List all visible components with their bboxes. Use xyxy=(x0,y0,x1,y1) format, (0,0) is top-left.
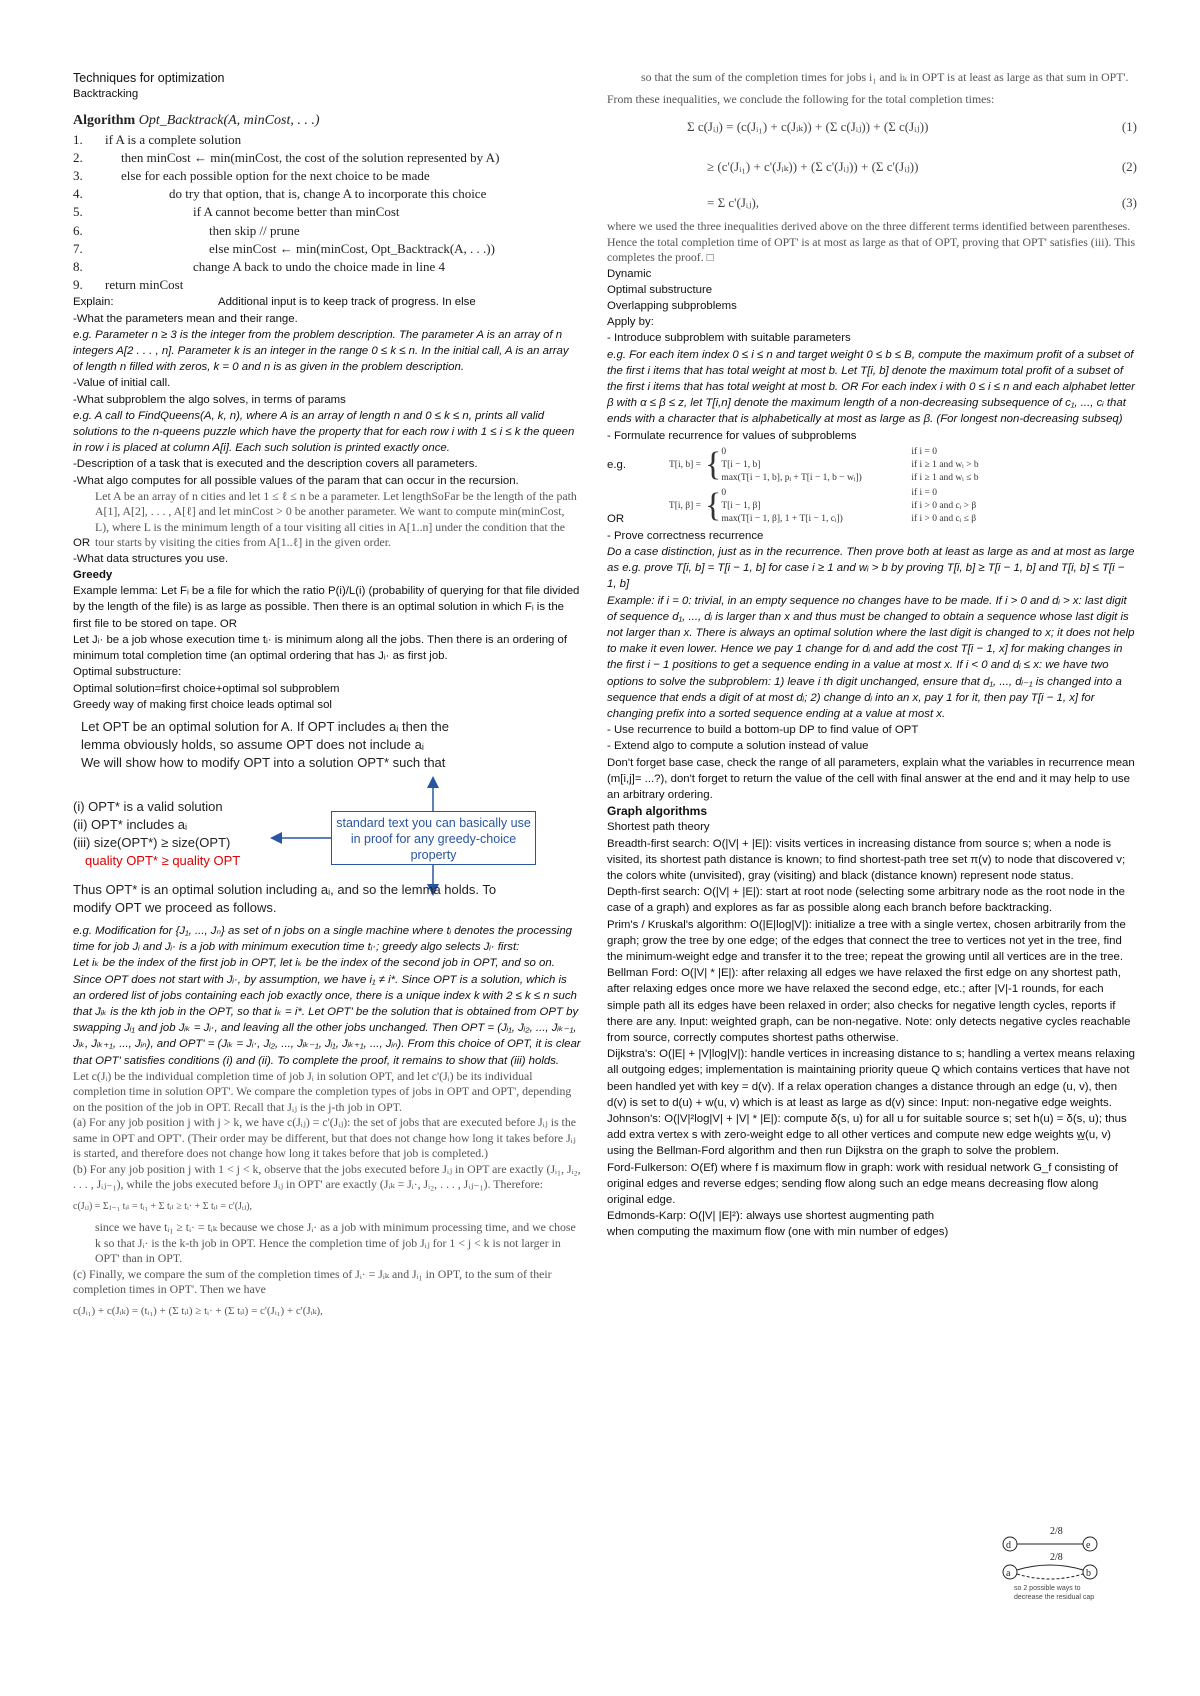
algorithm-line xyxy=(73,185,581,203)
recurrence-lhs: T[i, β] = xyxy=(668,500,701,511)
line-text: then minCost ← min(minCost, the cost of the solution represented by A) xyxy=(121,149,500,165)
text-line: Optimal solution=first choice+optimal sol subproblem xyxy=(73,682,340,695)
equation-c: c(Jᵢ₁) + c(Jᵢₖ) = (tᵢ₁) + (Σ tᵢₗ) ≥ tᵢ· + (Σ tᵢₗ) = c'(Jᵢ₁) + c'(Jᵢₖ), xyxy=(73,1304,323,1317)
equation: Σ c(Jᵢⱼ) = (c(Jᵢ₁) + c(Jᵢₖ)) + (Σ c(Jᵢⱼ)) + (Σ c(Jᵢⱼ)) xyxy=(687,118,929,134)
equation-number: (2) xyxy=(1121,158,1137,174)
text-line: Apply by: xyxy=(607,316,654,329)
text-line: -What subproblem the algo solves, in terms of params xyxy=(73,393,346,406)
line-text: else for each possible option for the next choice to be made xyxy=(121,168,430,184)
recurrence-case: max(T[i − 1, β], 1 + T[i − 1, cᵢ]) xyxy=(721,513,843,524)
flow-caption-2: decrease the residual cap xyxy=(1014,1594,1095,1601)
text-line: Optimal substructure: xyxy=(73,666,182,679)
algo-dfs: Depth-first search: O(|V| + |E|): start at root node (selecting some arbitrary node as the root node in the case of a graph) and explores as far as possible along each branch before backtracking. xyxy=(607,886,1126,915)
serif-paragraph: where we used the three inequalities derived above on the three different terms identified between parentheses. Hence the total completion time of OPT' is at most as large as that of OPT, proving that OPT' satisfies (iii). This completes the proof. □ xyxy=(607,219,1136,264)
or-label: OR xyxy=(607,512,625,525)
algo-bellman: Bellman Ford: O(|V| * |E|): after relaxing all edges we have relaxed the first edge on any shortest path, after relaxing edges once more we have relaxed the second edge, etc.; after |V|-1 rounds, for each simple path all its edges have been relaxed in order; also checks for negative length cycles, reports if there are any. Input: weighted graph, can be non-negative. Note: only detects negative cycles reachable from source, correctly computes shortest paths otherwise. xyxy=(607,967,1131,1045)
line-number: 3. xyxy=(73,168,83,184)
recurrence-cond: if i > 0 and cᵢ ≤ β xyxy=(911,513,977,524)
line-text: if A cannot become better than minCost xyxy=(193,204,400,220)
algo-ford: Ford-Fulkerson: O(Ef) where f is maximum flow in graph: work with residual network G_f consisting of original edges and reverse edges; sending flow along such an edge means decreasing flow along original edge. xyxy=(607,1161,1118,1207)
text-line: Overlapping subproblems xyxy=(607,299,737,312)
greedy-lemma: Example lemma: Let Fᵢ be a file for which the ratio P(i)/L(i) (probability of querying for that file divided by the length of the file) is as large as possible. Then there is an optimal solution in which Fᵢ is the first file to be stored on tape. OR xyxy=(73,585,580,630)
flow-diagram xyxy=(1000,1522,1110,1602)
section-backtracking: Backtracking xyxy=(73,88,139,101)
line-number: 4. xyxy=(73,186,83,202)
algo-prim: Prim's / Kruskal's algorithm: O(|E|log|V|): initialize a tree with a single vertex, chosen arbitrarily from the graph; grow the tree by one edge; of the edges that connect the tree to vertices not yet in the tree, find the minimum-weight edge and transfer it to the tree; repeat the growing until all vertices are in the tree. xyxy=(607,918,1126,964)
condition-2: (ii) OPT* includes aᵢ xyxy=(73,816,188,832)
equation-row xyxy=(607,187,1137,219)
case-b: (b) For any job position j with 1 < j < k, observe that the jobs executed before Jᵢⱼ in OPT are exactly (Jᵢ₁, Jᵢ₂, . . . , Jᵢⱼ₋₁), while the jobs executed before Jᵢⱼ in OPT' are exactly (Jᵢₖ = Jᵢ·, Jᵢ₂, . . . , Jᵢⱼ₋₁). Therefore: xyxy=(73,1161,581,1192)
algo-edmonds: Edmonds-Karp: O(|V| |E|²): always use shortest augmenting path when computing the maximum flow (one with min number of edges) xyxy=(607,1210,949,1239)
node-label: b xyxy=(1086,1568,1091,1579)
explain-label: Explain: xyxy=(73,296,114,309)
standard-text-box: standard text you can basically use in proof for any greedy-choice property xyxy=(331,811,536,865)
recurrence-lhs: T[i, b] = xyxy=(668,459,701,470)
algorithm-line xyxy=(73,149,581,167)
line-text: else minCost ← min(minCost, Opt_Backtrack(A, . . .)) xyxy=(209,240,495,256)
line-text: change A back to undo the choice made in line 4 xyxy=(193,259,445,275)
line-text: return minCost xyxy=(105,277,184,293)
line-number: 5. xyxy=(73,204,83,220)
italic-example: e.g. Modification for {J₁, ..., Jₙ} as set of n jobs on a single machine where tᵢ denotes the processing time for job Jᵢ and Jᵢ· is a job with minimum execution time tᵢ·; greedy algo selects Jᵢ· first: xyxy=(73,924,572,954)
section-greedy: Greedy xyxy=(73,569,113,582)
edge-label-2: 2/8 xyxy=(1050,1552,1063,1563)
case-c: (c) Finally, we compare the sum of the completion times of Jᵢ· = Jᵢₖ and Jᵢ₁ in OPT, to the sum of their completion times in OPT'. Then we have xyxy=(73,1266,552,1297)
algo-bfs: Breadth-first search: O(|V| + |E|): visits vertices in increasing distance from source s; when a node is visited, its shortest path distance is known; to find shortest-path tree set π(v) to node that discovered v; the colors white (unvisited), gray (visiting) and black (distance known) represent node status. xyxy=(607,837,1126,882)
recurrence-case: T[i − 1, β] xyxy=(721,500,761,511)
greedy-lemma-2: Let Jᵢ· be a job whose execution time tᵢ· is minimum along all the jobs. Then there is an ordering of minimum total completion time (an optimal ordering that has Jᵢ· as first job. xyxy=(73,633,568,663)
algorithm-line xyxy=(73,258,581,276)
equation-b: c(Jᵢⱼ) = Σⱼ₋₁ tᵢₗ = tᵢ₁ + Σ tᵢₗ ≥ tᵢ· + Σ tᵢₗ = c'(Jᵢⱼ), xyxy=(73,1200,253,1212)
recurrence-case: T[i − 1, b] xyxy=(721,459,761,470)
algorithm-line xyxy=(73,240,581,258)
edge-label-1: 2/8 xyxy=(1050,1526,1063,1537)
explain-line xyxy=(73,294,581,310)
node-label: a xyxy=(1006,1568,1011,1579)
recurrence-2: OR T[i, β] = { 0 T[i − 1, β] max(T[i − 1, β], 1 + T[i − 1, cᵢ]) if i = 0 if i > 0 and cᵢ > β if i > 0 and cᵢ ≤ β xyxy=(607,487,977,525)
text-line: -What the parameters mean and their range. xyxy=(73,312,298,325)
greedy-proof-diagram xyxy=(73,717,581,917)
case-b-cont: since we have tᵢ₁ ≥ tᵢ· = tᵢₖ because we chose Jᵢ· as a job with minimum processing time, and we chose k so that Jᵢ· is the k-th job in OPT. Hence the completion time of job Jᵢⱼ for 1 < j < k is not larger in OPT' than in OPT. xyxy=(95,1220,576,1266)
equation-number: (3) xyxy=(1121,194,1137,210)
diagram-line-2: lemma obviously holds, so assume OPT does not include aᵢ xyxy=(81,736,424,752)
node-label: e xyxy=(1086,1540,1091,1551)
diagram-line-3: We will show how to modify OPT into a solution OPT* such that xyxy=(81,754,446,770)
text-line: Greedy way of making first choice leads optimal sol xyxy=(73,698,332,711)
italic-proof: Let iₖ be the index of the first job in OPT, let iₖ be the index of the second job in OPT, and so on. Since OPT does not start with Jᵢ·, by assumption, we have i₁ ≠ i*. Since OPT is a solution, which is an ordered list of jobs containing each job exactly once, there is a unique index k with 2 ≤ k ≤ n such that Jᵢₖ is the kth job in the OPT, so that iₖ = i*. Let OPT' be the solution that is obtained from OPT by swapping Jᵢ₁ and job Jᵢₖ = Jᵢ·, and leaving all the other jobs unchanged. Then OPT = (Jᵢ₁, Jᵢ₂, ..., Jᵢₖ₋₁, Jᵢₖ, Jᵢₖ₊₁, ..., Jᵢₙ), and OPT' = (Jᵢₖ = Jᵢ·, Jᵢ₂, ..., Jᵢₖ₋₁, Jᵢ₁, Jᵢₖ₊₁, ..., Jᵢₙ). From this choice of OPT, it is clear that OPT' satisfies conditions (i) and (ii). To complete the proof, it remains to show that (iii) holds. xyxy=(73,957,581,1067)
section-dynamic: Dynamic xyxy=(607,267,652,280)
line-number: 9. xyxy=(73,277,83,293)
algo-dijkstra: Dijkstra's: O(|E| + |V|log|V|): handle vertices in increasing distance to s; handling a vertex means relaxing all outgoing edges; implementation is maintaining priority queue Q which contains vertices that have not been handled yet with key = d(v). If a relax operation changes a distance through an edge (u, v), then d(v) is set to d(u) + w(u, v) which is at least as large as d(v) since: Input: non-negative edge weights. xyxy=(607,1048,1136,1109)
page-title: Techniques for optimization xyxy=(73,71,225,85)
text-line: - Prove correctness recurrence xyxy=(607,529,764,542)
recurrence-cond: if i ≥ 1 and wᵢ > b xyxy=(911,459,979,470)
recurrence-case: 0 xyxy=(721,487,727,498)
algorithm-header: Algorithm Opt_Backtrack(A, minCost, . . .) xyxy=(73,113,320,129)
diagram-bottom-1: Thus OPT* is an optimal solution including aᵢ, and so the lemma holds. To xyxy=(73,881,497,897)
diagram-line-1: Let OPT be an optimal solution for A. If OPT includes aᵢ then the xyxy=(81,718,449,734)
left-column xyxy=(73,70,581,1325)
recurrence-case: max(T[i − 1, b], pᵢ + T[i − 1, b − wᵢ]) xyxy=(721,472,862,483)
line-text: do try that option, that is, change A to incorporate this choice xyxy=(169,186,487,202)
explain-text: Additional input is to keep track of progress. In else xyxy=(218,296,476,309)
italic-example: Example: if i = 0: trivial, in an empty sequence no changes have to be made. If i > 0 and dᵢ > x: last digit of sequence d₁, ..., dᵢ is larger than x and thus must be changed to obtain a sequence whose last digit is not larger than x. There is always an optimal solution where the last digit is changed to x; it does not help to make it even lower. Hence we pay 1 change for dᵢ and add the cost T[i − 1, x] for making changes in the first i − 1 positions to get a sequence ending in a value at most x. If i < 0 and dᵢ ≤ x: we have two options to solve the subproblem: 1) leave i th digit unchanged, ensure that d₁, ..., dᵢ₋₁ is changed into a sequence that ends a digit of at most dᵢ; 2) change dᵢ into an x, pay 1 for it, then pay T[i − 1, x] for changing prefix into a sorted sequence ending at a value at most x. xyxy=(607,594,1135,720)
equation: ≥ (c'(Jᵢ₁) + c'(Jᵢₖ)) + (Σ c'(Jᵢⱼ)) + (Σ c'(Jᵢⱼ)) xyxy=(707,158,919,174)
line-number: 6. xyxy=(73,222,83,238)
algorithm-line xyxy=(73,222,581,240)
algorithm-line xyxy=(73,276,581,294)
text-line: Optimal substructure xyxy=(607,283,713,296)
equation-row xyxy=(607,107,1137,147)
case-a: (a) For any job position j with j > k, we have c(Jᵢⱼ) = c'(Jᵢⱼ): the set of jobs that are executed before Jᵢⱼ is the same in OPT and OPT'. (Their order may be different, but that does not change how long it takes before Jᵢⱼ is started, and therefore does not change how long it takes before that job is completed.) xyxy=(73,1115,576,1161)
recurrence-cond: if i = 0 xyxy=(911,446,938,457)
text-line: -What algo computes for all possible values of the param that can occur in the recursion. xyxy=(73,474,519,487)
serif-paragraph: so that the sum of the completion times for jobs i₁ and iₖ in OPT is at least as large as that sum in OPT'. xyxy=(641,70,1129,84)
algorithm-signature: Opt_Backtrack(A, minCost, . . .) xyxy=(138,113,320,129)
line-text: then skip // prune xyxy=(209,222,300,238)
text-line: - Use recurrence to build a bottom-up DP to find value of OPT xyxy=(607,724,919,737)
line-number: 1. xyxy=(73,131,83,147)
condition-3: (iii) size(OPT*) ≥ size(OPT) xyxy=(73,834,231,850)
recurrence-cond: if i = 0 xyxy=(911,487,938,498)
text-line: - Introduce subproblem with suitable parameters xyxy=(607,332,851,345)
diagram-bottom-2: modify OPT we proceed as follows. xyxy=(73,899,277,915)
section-graph: Graph algorithms xyxy=(607,804,708,819)
text-line: -Description of a task that is executed and the description covers all parameters. xyxy=(73,458,478,471)
line-number: 7. xyxy=(73,240,83,256)
subsection-shortest: Shortest path theory xyxy=(607,821,710,834)
serif-example-block xyxy=(73,489,581,551)
recurrence-cond: if i > 0 and cᵢ > β xyxy=(911,500,977,511)
algorithm-line xyxy=(73,131,581,149)
line-number: 8. xyxy=(73,259,83,275)
serif-paragraph: From these inequalities, we conclude the following for the total completion times: xyxy=(607,91,995,106)
algo-johnson: Johnson's: O(|V|²log|V| + |V| * |E|): compute δ(s, u) for all u for suitable source s; set h(u) = δ(s, u); thus add extra vertex s with zero-weight edge to all other vertices and compute new edge weights w̲(u, v) using the Bellman-Ford algorithm and then run Dijkstra on the graph to solve the problem. xyxy=(607,1113,1127,1158)
italic-example: e.g. For each item index 0 ≤ i ≤ n and target weight 0 ≤ b ≤ B, compute the maximum profit of a subset of the first i items that has total weight at most b. Let T[i, b] denote the maximum total profit of a subset of the first i items that has total weight at most b. OR For each index i with 0 ≤ i ≤ n and each alphabet letter β with α ≤ β ≤ z, let T[i,n] denote the maximum length of a non-decreasing subsequence of c₁, ..., cᵢ that ends with a character that is alphabetically at most as large as β. (For longest non-decreasing subseq) xyxy=(607,348,1135,426)
node-label: d xyxy=(1006,1540,1011,1551)
italic-proof: Do a case distinction, just as in the recurrence. Then prove both at least as large as and at most as large as e.g. prove T[i, b] = T[i − 1, b] for case i ≥ 1 and wᵢ > b by proving T[i, b] ≥ T[i − 1, b] and T[i, b] ≤ T[i − 1, b] xyxy=(607,545,1135,591)
equation: = Σ c'(Jᵢⱼ), xyxy=(707,194,760,210)
italic-example: e.g. Parameter n ≥ 3 is the integer from the problem description. The parameter A is an array of n integers A[2 . . . , n]. Parameter k is an integer in the range 0 ≤ k ≤ n. In the initial call, A is an array of length n filled with zeros, k = 0 and n is as given in the problem description. xyxy=(73,328,569,374)
dp-tips: Don't forget base case, check the range of all parameters, explain what the variables in recurrence mean (m[i,j]= ...?), don't forget to return the value of the cell with final answer at the end and it may help to use an arbitrary ordering. xyxy=(607,756,1135,801)
text-line: - Extend algo to compute a solution instead of value xyxy=(607,740,869,753)
condition-4: quality OPT* ≥ quality OPT xyxy=(85,852,241,868)
algorithm-block xyxy=(73,112,581,294)
line-number: 2. xyxy=(73,149,83,165)
text-line: - Formulate recurrence for values of subproblems xyxy=(607,429,857,442)
algorithm-line xyxy=(73,203,581,221)
serif-paragraph: Let c(Jᵢ) be the individual completion time of job Jᵢ in solution OPT, and let c'(Jᵢ) be its individual completion time in solution OPT'. We compare the completion types of jobs in OPT and OPT', depending on the position of the job in OPT. Recall that Jᵢⱼ is the j-th job in OPT. xyxy=(73,1068,572,1114)
recurrence-1: e.g. T[i, b] = { 0 T[i − 1, b] max(T[i − 1, b], pᵢ + T[i − 1, b − wᵢ]) if i = 0 if i ≥ 1 and wᵢ > b if i ≥ 1 and wᵢ ≤ b xyxy=(607,446,979,484)
equation-row xyxy=(607,147,1137,187)
eg-label: e.g. xyxy=(607,458,626,471)
or-label: OR xyxy=(73,536,91,549)
recurrence-cond: if i ≥ 1 and wᵢ ≤ b xyxy=(911,472,979,483)
text-line: -Value of initial call. xyxy=(73,377,171,390)
recurrence-case: 0 xyxy=(721,446,727,457)
italic-example: e.g. A call to FindQueens(A, k, n), where A is an array of length n and 0 ≤ k ≤ n, prints all valid solutions to the n-queens puzzle which have the property that for each row i with 1 ≤ i ≤ k the queen in row i is placed at column A[i]. Each such solution is printed exactly once. xyxy=(73,409,575,455)
algorithm-line xyxy=(73,167,581,185)
algorithm-lines xyxy=(73,131,581,295)
equation-block xyxy=(607,107,1137,219)
serif-paragraph: Let A be an array of n cities and let 1 ≤ ℓ ≤ n be a parameter. Let lengthSoFar be the length of the path A[1], A[2], . . . , A[ℓ] and let minCost > 0 be another parameter. We want to compute min(minCost, L), where L is the minimum length of a tour visiting all cities in A[1..n] under the condition that the tour starts by visiting the cities from A[1..ℓ] in the given order. xyxy=(95,488,577,550)
equation-number: (1) xyxy=(1121,118,1137,134)
line-text: if A is a complete solution xyxy=(105,131,242,147)
right-column xyxy=(607,70,1137,1241)
condition-1: (i) OPT* is a valid solution xyxy=(73,798,223,814)
flow-caption-1: so 2 possible ways to xyxy=(1014,1585,1081,1592)
text-line: -What data structures you use. xyxy=(73,552,229,565)
